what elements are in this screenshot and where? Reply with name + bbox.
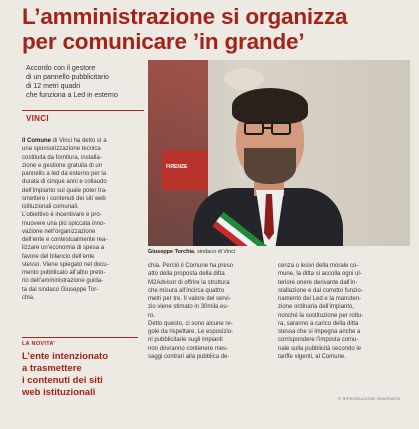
text-line: ra, saranno a carico della ditta: [278, 320, 359, 327]
divider: [22, 110, 144, 111]
divider: [22, 337, 138, 338]
background-banner: [162, 150, 208, 190]
text-line: stesso. Viene spiegato nel docu-: [22, 261, 109, 268]
text-line: cenza o lesivi della morale co-: [278, 263, 359, 269]
mayor-photo: [148, 60, 410, 246]
text-line: L’obiettivo è incentivare e pro-: [22, 212, 102, 219]
headline-line-1: L’amministrazione si organizza: [22, 4, 348, 29]
photo-caption: [148, 249, 235, 255]
pull-quote-line: a trasmettere: [22, 363, 82, 374]
text-line: ta dal sindaco Giuseppe Tor-: [22, 286, 99, 293]
text-line: stallazione e dal corretto funzio-: [278, 287, 363, 294]
beard: [244, 148, 296, 184]
deck-line: di 12 metri quadri: [26, 83, 81, 90]
text-line: che misura all’incirca quattro: [148, 287, 225, 294]
text-line: ni pubblicitarie sugli impianti: [148, 337, 223, 344]
text-line: smettere i contenuti dei siti web: [22, 195, 106, 202]
text-line: tariffe vigenti, al Comune.: [278, 353, 346, 360]
text-line: stessa che si impegna anche a: [278, 329, 361, 335]
dateline: VINCI: [26, 114, 49, 123]
text-line: istituzionali comunali.: [22, 204, 79, 210]
deck-line: di un pannello pubblicitario: [26, 74, 109, 81]
text-line: teriore onere derivante dall’in-: [278, 279, 358, 286]
text-line: mento pubblicato all’albo preto-: [22, 270, 106, 276]
text-line: chia.: [22, 294, 35, 301]
text-line: metri per tre. Il valore del servi-: [148, 296, 231, 302]
text-line: nale sulla pubblicità secondo le: [278, 345, 362, 352]
text-line: namento dei Led e la manuten-: [278, 296, 362, 302]
pull-quote-line: web istituzionali: [22, 387, 96, 398]
text-line: gole da rispettare. Le esposizio-: [148, 329, 234, 335]
text-line: pannello a led da esterno per la: [22, 171, 107, 177]
text-line: costituita da fornitura, installa-: [22, 154, 102, 161]
caption-rest: , sindaco di Vinci: [194, 249, 236, 255]
text-line: zione e gestione gratuita di un: [22, 162, 103, 169]
text-line: saggi contrari alla pubblica de-: [148, 353, 230, 360]
text-line: lizzare un’economia di spesa a: [22, 245, 105, 252]
text-line: chia. Perciò il Comune ha preso: [148, 263, 234, 269]
text-line: mune, la ditta si accolla ogni ul-: [278, 271, 362, 278]
deck: [26, 64, 144, 100]
deck-line: che funziona a Led in esterno: [26, 92, 118, 99]
text-line: favore del bilancio dell’ente: [22, 253, 95, 260]
text-fragment: di Vinci ha detto sì a: [51, 138, 107, 144]
headline: [22, 4, 402, 54]
article-column-1: [22, 137, 144, 302]
glasses-icon: [244, 122, 298, 138]
text-line: ro.: [148, 312, 156, 319]
text-line: non dovranno contenere mes-: [148, 345, 229, 352]
text-line: zione ordinaria dell’impianto,: [278, 304, 355, 311]
text-line: dell’ente e contestualmente rea-: [22, 237, 108, 243]
sidebar-kicker: LA NOVITA’: [22, 341, 56, 347]
caption-name: Giuseppe Torchia: [148, 249, 195, 255]
article-column-2: [148, 262, 268, 361]
hair: [232, 88, 308, 124]
text-line: nonché la sostituzione per rottu-: [278, 312, 364, 319]
text-line: muovere una più spiccata inno-: [22, 220, 106, 227]
text-line: [22, 137, 144, 145]
text-line: durata di cinque anni e collaudo: [22, 179, 107, 186]
text-line: una sponsorizzazione tecnica: [22, 146, 101, 153]
text-line: atto della proposta della ditta: [148, 271, 225, 278]
text-line: corrispondere l’imposta comu-: [278, 337, 359, 344]
headline-line-2: per comunicare ’in grande’: [22, 29, 305, 54]
text-line: vazione nell’organizzazione: [22, 228, 96, 235]
text-line: Detto questo, ci sono alcune re-: [148, 320, 233, 327]
text-line: zio viene stimato in 30mila eu-: [148, 304, 229, 311]
pull-quote: [22, 351, 144, 399]
deck-line: Accordo con il gestore: [26, 65, 96, 72]
text-line: M2Advisor di offrire la struttura: [148, 279, 230, 286]
banner-text: FIRENZE: [166, 164, 188, 170]
copyright-notice: © RIPRODUZIONE RISERVATA: [338, 396, 401, 401]
lead-word: Il Comune: [22, 138, 52, 144]
text-line: rio dell’amministrazione guida-: [22, 278, 104, 285]
pull-quote-line: L’ente intenzionato: [22, 351, 109, 362]
ceiling-lamp: [224, 68, 264, 90]
text-line: dell’impianto sul quale poter tra-: [22, 187, 108, 194]
pull-quote-line: i contenuti dei siti: [22, 375, 103, 386]
article-column-3: [278, 262, 406, 361]
